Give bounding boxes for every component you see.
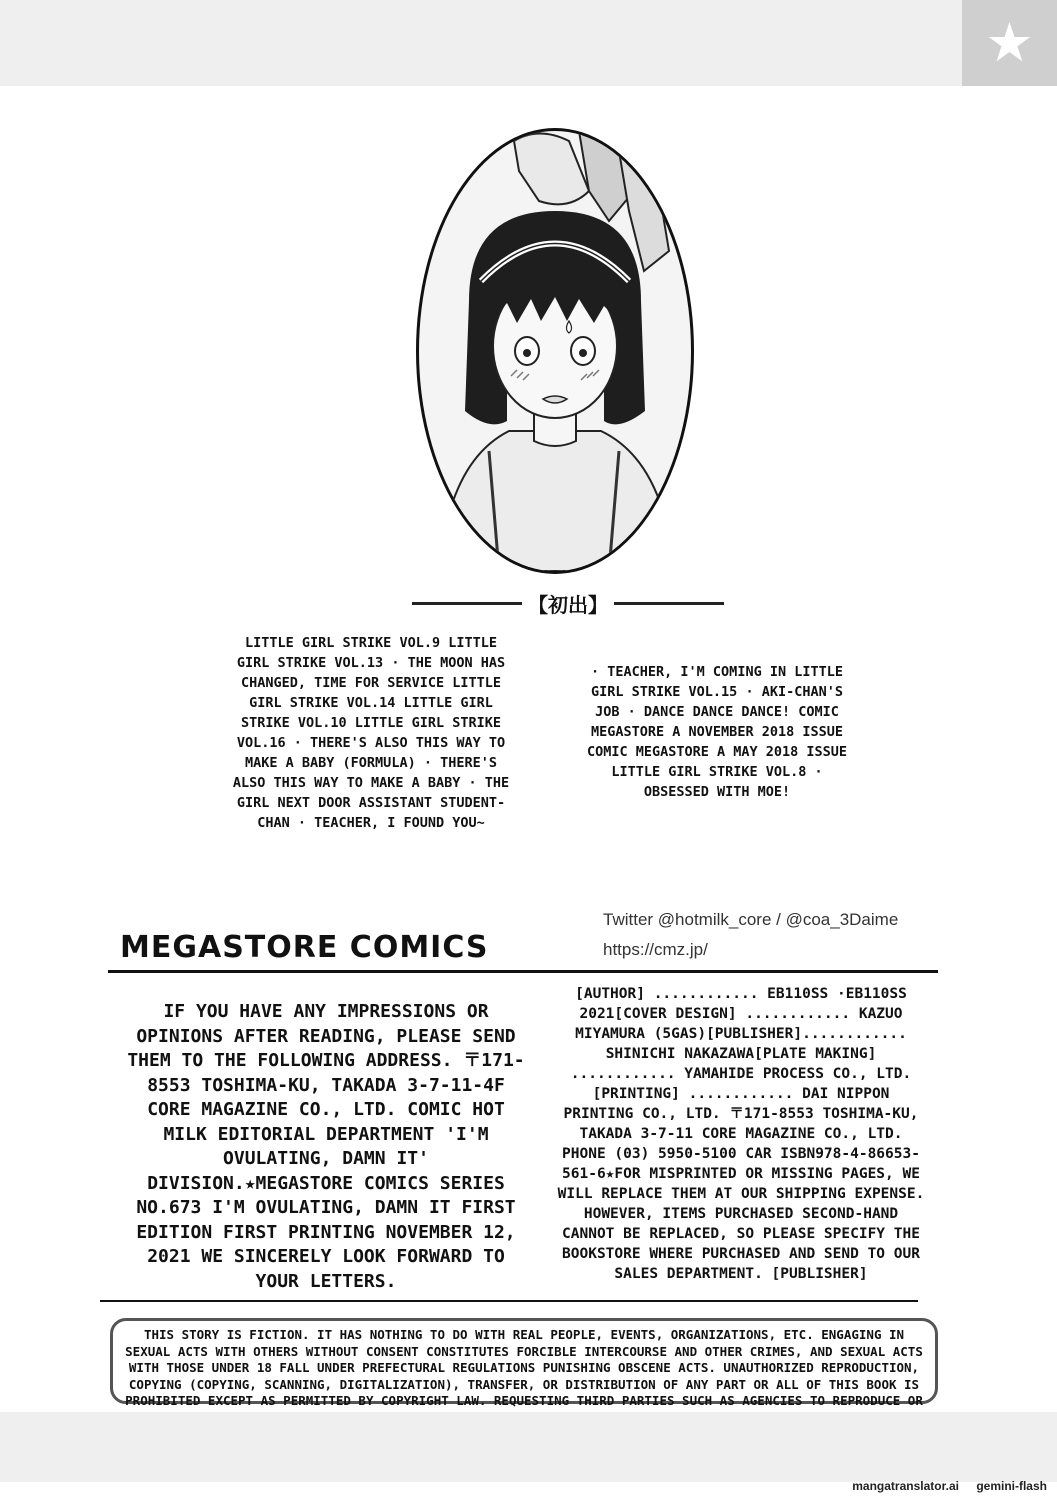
brand-logo: MEGASTORE COMICS: [120, 930, 489, 965]
footer-band: [0, 1412, 1057, 1482]
twitter-handles: Twitter @hotmilk_core / @coa_3Daime: [603, 910, 899, 929]
legal-notice: THIS STORY IS FICTION. IT HAS NOTHING TO DO WITH REAL PEOPLE, EVENTS, ORGANIZATIONS, ETC. ENGAGING IN SEXUAL ACTS WITH OTHERS WITHOUT CONSENT CONSTITUTES FORCIBLE INTERCOURSE AND OTHER CRIMES, AND SEXUAL ACTS WITH THOSE UNDER 18 FALL UNDER PREFECTURAL REGULATIONS PUNISHING OBSCENE ACTS. UNAUTHORIZED REPRODUCTION, COPYING (COPYING, SCANNING, DIGITALIZATION), TRANSFER, OR DISTRIBUTION OF ANY PART OR ALL OF THIS BOOK IS PROHIBITED EXCEPT AS PERMITTED BY COPYRIGHT LAW. REQUESTING THIRD PARTIES SUCH AS AGENCIES TO REPRODUCE OR: [110, 1318, 938, 1404]
heading-rule-right: [614, 602, 724, 605]
publication-list-left: LITTLE GIRL STRIKE VOL.9 LITTLE GIRL STRIKE VOL.13 · THE MOON HAS CHANGED, TIME FOR SERVICE LITTLE GIRL STRIKE VOL.14 LITTLE GIRL STRIKE VOL.10 LITTLE GIRL STRIKE VOL.16 · THERE'S ALSO THIS WAY TO MAKE A BABY (FORMULA) · THERE'S ALSO THIS WAY TO MAKE A BABY · THE GIRL NEXT DOOR ASSISTANT STUDENT-CHAN · TEACHER, I FOUND YOU~: [226, 633, 516, 833]
star-icon: ★: [985, 11, 1034, 74]
heading-rule-left: [412, 602, 522, 605]
heading-label: 【初出】: [528, 592, 608, 617]
colophon: [AUTHOR] ............ EB110SS ·EB110SS 2021[COVER DESIGN] ............ KAZUO MIYAMURA (5GAS)[PUBLISHER]............ SHINICHI NAKAZAWA[PLATE MAKING] ............ YAMAHIDE PROCESS CO., LTD. [PRINTING] ............ DAI NIPPON PRINTING CO., LTD. 〒171-8553 TOSHIMA-KU, TAKADA 3-7-11 CORE MAGAZINE CO., LTD. PHONE (03) 5950-5100 CAR ISBN978-4-86653-561-6★FOR MISPRINTED OR MISSING PAGES, WE WILL REPLACE THEM AT OUR SHIPPING EXPENSE. HOWEVER, ITEMS PURCHASED SECOND-HAND CANNOT BE REPLACED, SO PLEASE SPECIFY THE BOOKSTORE WHERE PURCHASED AND SEND TO OUR SALES DEPARTMENT. [PUBLISHER]: [557, 986, 925, 1282]
publication-list-right: · TEACHER, I'M COMING IN LITTLE GIRL STRIKE VOL.15 · AKI-CHAN'S JOB · DANCE DANCE DANCE! COMIC MEGASTORE Α NOVEMBER 2018 ISSUE COMIC MEGASTORE Α MAY 2018 ISSUE LITTLE GIRL STRIKE VOL.8 · OBSESSED WITH MOE!: [576, 662, 858, 802]
website-url: https://cmz.jp/: [603, 940, 708, 959]
watermark-site: mangatranslator.ai: [852, 1479, 959, 1493]
character-illustration: [416, 128, 694, 574]
star-badge: [962, 0, 1057, 86]
watermark-model: gemini-flash: [976, 1479, 1047, 1493]
first-appearance-heading: [412, 588, 724, 618]
divider-bottom: [100, 1300, 918, 1302]
watermark: [838, 1479, 1047, 1493]
letters-notice: IF YOU HAVE ANY IMPRESSIONS OR OPINIONS AFTER READING, PLEASE SEND THEM TO THE FOLLOWING ADDRESS. 〒171-8553 TOSHIMA-KU, TAKADA 3-7-11-4F CORE MAGAZINE CO., LTD. COMIC HOT MILK EDITORIAL DEPARTMENT 'I'M OVULATING, DAMN IT' DIVISION.★MEGASTORE COMICS SERIES NO.673 I'M OVULATING, DAMN IT FIRST EDITION FIRST PRINTING NOVEMBER 12, 2021 WE SINCERELY LOOK FORWARD TO YOUR LETTERS.: [126, 1000, 526, 1294]
divider-top: [108, 970, 938, 973]
header-band: [0, 0, 1057, 86]
